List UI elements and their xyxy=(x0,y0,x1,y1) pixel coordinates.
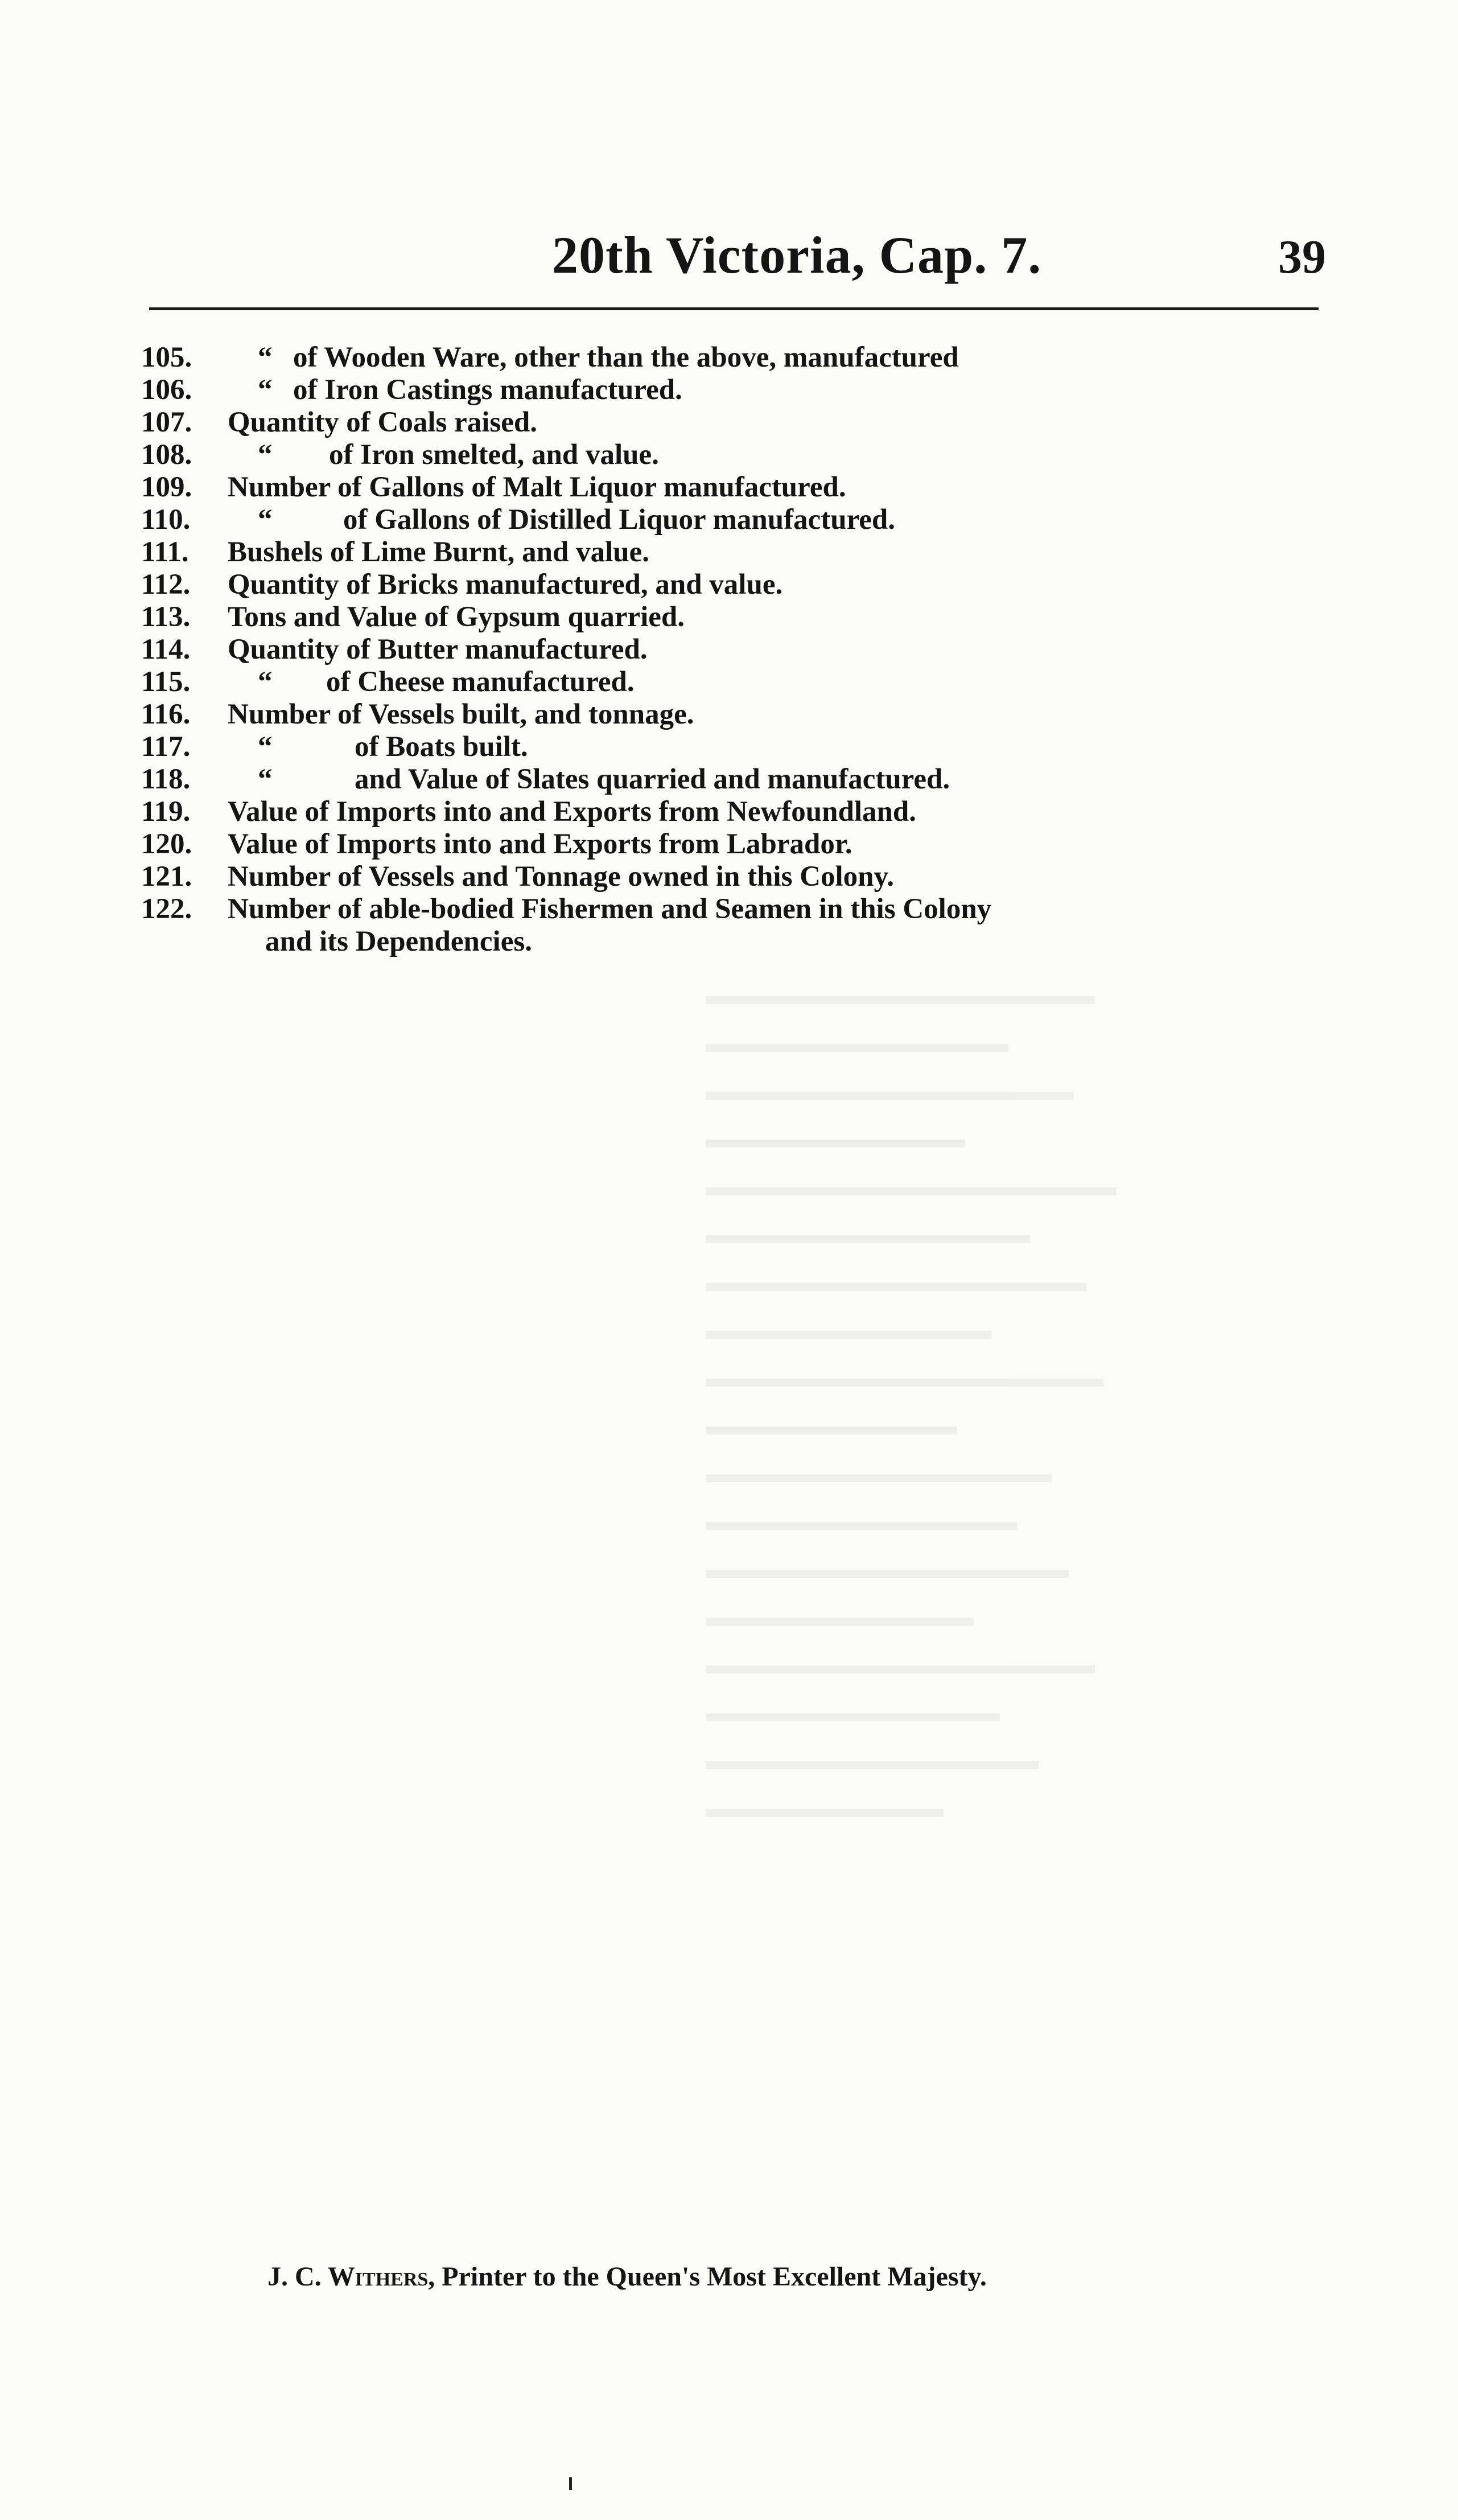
list-item xyxy=(141,569,1336,601)
item-label: Tons and Value of Gypsum quarried. xyxy=(228,601,685,633)
item-label: Bushels of Lime Burnt, and value. xyxy=(228,536,650,568)
list-item xyxy=(141,634,1336,666)
list-item xyxy=(141,471,1336,504)
page-title: 20th Victoria, Cap. 7. xyxy=(552,226,1042,284)
item-number: 121. xyxy=(141,861,192,893)
item-label: Number of able-bodied Fishermen and Seamen in this Colony xyxy=(228,893,992,925)
list-item xyxy=(141,406,1336,439)
list-item xyxy=(141,861,1336,893)
list-item xyxy=(141,698,1336,731)
item-text xyxy=(258,504,895,536)
item-label: of Cheese manufactured. xyxy=(326,666,635,698)
item-number: 117. xyxy=(141,731,191,763)
item-text xyxy=(258,731,528,763)
item-label: Number of Vessels built, and tonnage. xyxy=(228,698,694,730)
item-label: of Iron Castings manufactured. xyxy=(293,374,682,406)
item-label: and Value of Slates quarried and manufactured. xyxy=(355,763,950,795)
show-through-bleed xyxy=(706,996,1138,2248)
printer-name: J. C. Withers, xyxy=(267,2262,435,2292)
page-mark xyxy=(569,2477,572,2490)
list-item xyxy=(141,763,1336,796)
list-item xyxy=(141,666,1336,698)
printer-title: Printer to the Queen's Most Excellent Majesty. xyxy=(442,2262,987,2292)
ditto-mark: “ xyxy=(258,763,273,795)
item-label: Value of Imports into and Exports from Newfoundland. xyxy=(228,796,917,828)
ditto-mark: “ xyxy=(258,731,273,763)
item-number: 114. xyxy=(141,634,191,665)
running-header xyxy=(142,225,1326,287)
list-item xyxy=(141,536,1336,569)
item-number: 111. xyxy=(141,536,189,568)
list-item xyxy=(141,601,1336,634)
item-label: Quantity of Butter manufactured. xyxy=(228,634,648,665)
statistics-item-list xyxy=(141,342,1336,958)
item-number: 107. xyxy=(141,406,192,438)
item-label: Number of Gallons of Malt Liquor manufactured. xyxy=(228,471,846,503)
item-number: 108. xyxy=(141,439,192,471)
list-item xyxy=(141,504,1336,536)
header-rule xyxy=(149,307,1319,310)
printer-imprint xyxy=(267,2261,987,2292)
list-item xyxy=(141,439,1336,471)
item-number: 106. xyxy=(141,374,192,406)
item-label: of Gallons of Distilled Liquor manufactured. xyxy=(343,504,896,536)
item-number: 105. xyxy=(141,342,192,373)
item-label: Number of Vessels and Tonnage owned in this Colony. xyxy=(228,861,894,893)
item-number: 112. xyxy=(141,569,191,601)
item-label: of Wooden Ware, other than the above, manufactured xyxy=(293,342,959,373)
list-item xyxy=(141,828,1336,861)
item-label: Quantity of Bricks manufactured, and value. xyxy=(228,569,783,601)
page-number: 39 xyxy=(1278,231,1326,283)
item-number: 118. xyxy=(141,763,191,795)
list-item xyxy=(141,374,1336,406)
ditto-mark: “ xyxy=(258,439,273,471)
ditto-mark: “ xyxy=(258,504,273,536)
list-item xyxy=(141,731,1336,763)
item-text xyxy=(258,666,635,698)
ditto-mark: “ xyxy=(258,342,273,373)
item-label: Quantity of Coals raised. xyxy=(228,406,538,438)
item-text xyxy=(258,763,950,796)
item-text xyxy=(258,342,959,374)
ditto-mark: “ xyxy=(258,666,273,698)
item-number: 116. xyxy=(141,698,191,730)
list-item xyxy=(141,342,1336,374)
item-label: Value of Imports into and Exports from Labrador. xyxy=(228,828,852,860)
item-text xyxy=(258,374,682,406)
item-number: 120. xyxy=(141,828,192,860)
item-number: 115. xyxy=(141,666,191,698)
item-number: 113. xyxy=(141,601,191,633)
item-number: 119. xyxy=(141,796,191,828)
item-label: of Boats built. xyxy=(355,731,528,763)
item-text xyxy=(258,439,659,471)
item-number: 110. xyxy=(141,504,191,536)
item-number: 109. xyxy=(141,471,192,503)
item-label: of Iron smelted, and value. xyxy=(329,439,659,471)
ditto-mark: “ xyxy=(258,374,273,406)
list-item xyxy=(141,796,1336,828)
item-number: 122. xyxy=(141,893,192,925)
list-item xyxy=(141,893,1336,958)
item-label-continuation: and its Dependencies. xyxy=(265,926,532,957)
